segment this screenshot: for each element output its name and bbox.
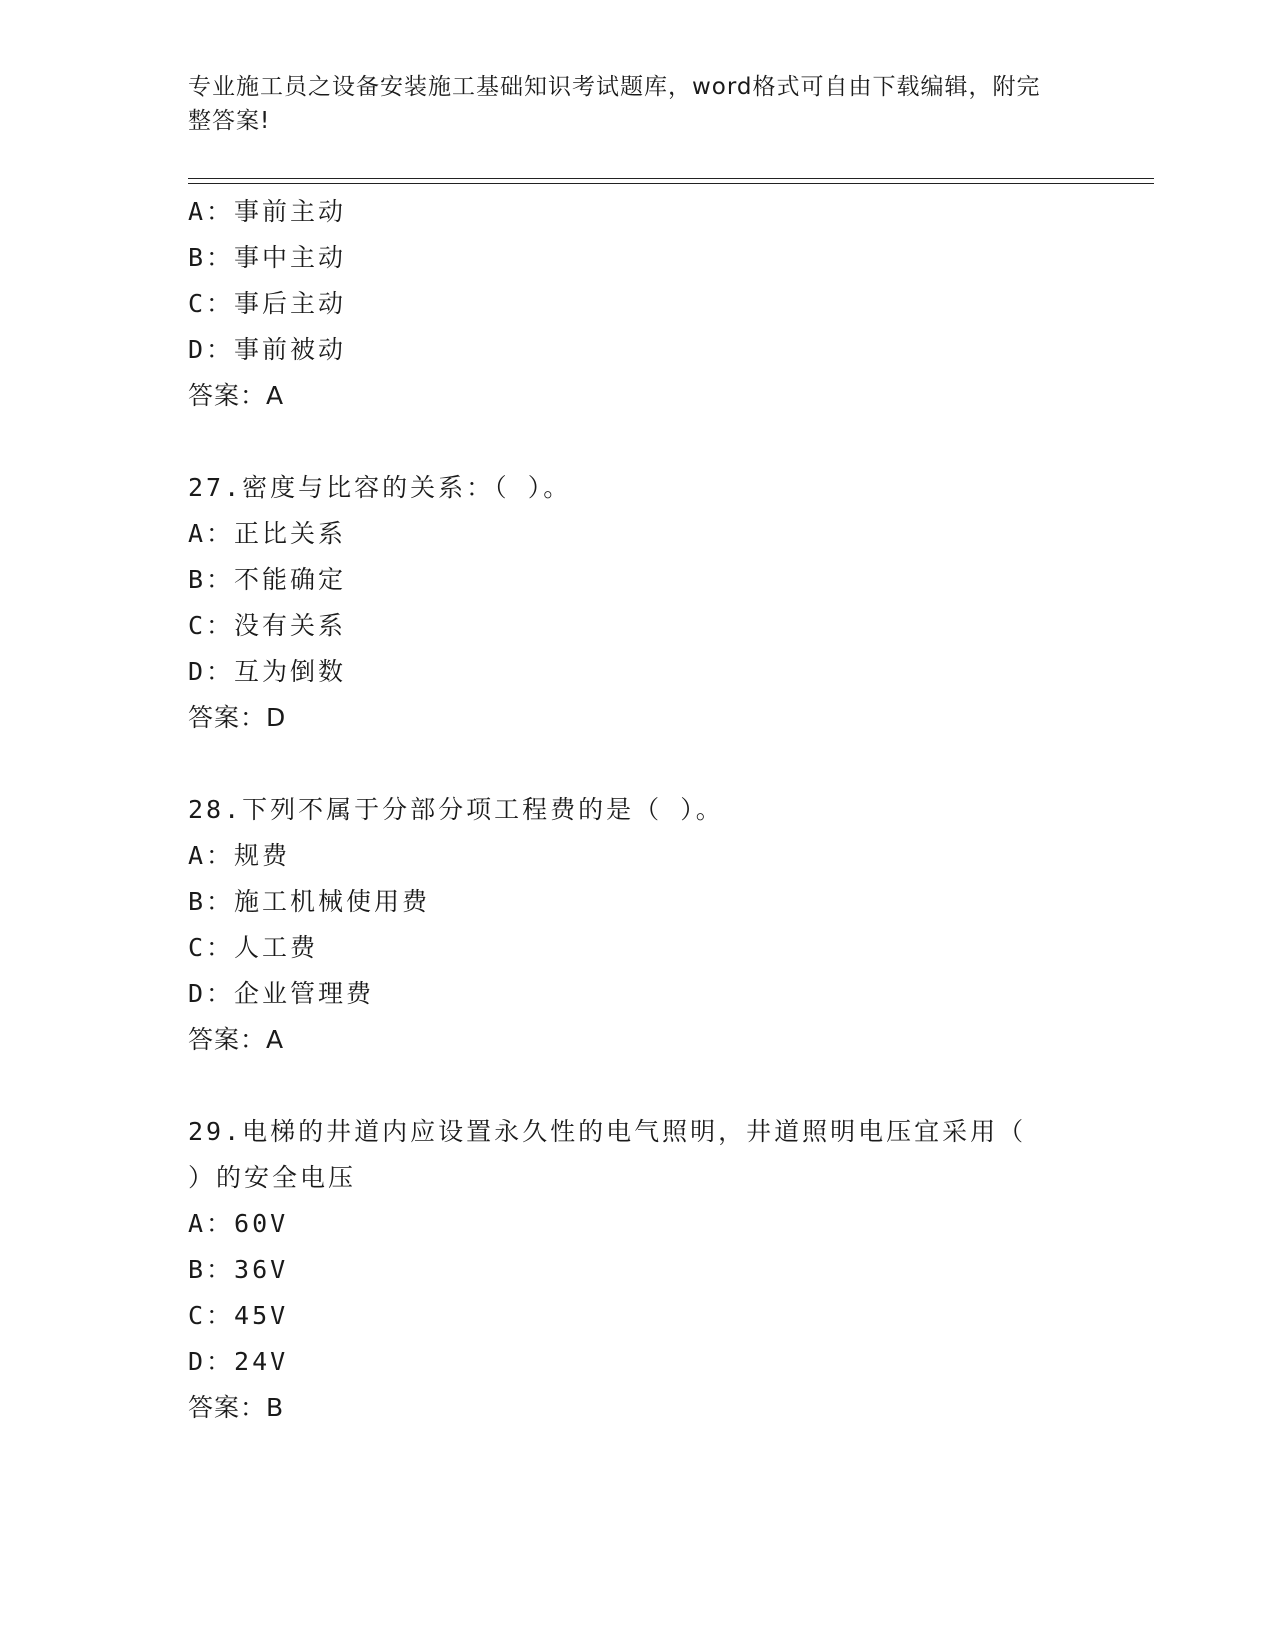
option-c: C：人工费 bbox=[188, 933, 319, 962]
question-28 bbox=[188, 787, 1088, 1063]
option-b: B：事中主动 bbox=[188, 243, 347, 272]
header-line-1: 专业施工员之设备安装施工基础知识考试题库，word格式可自由下载编辑，附完 bbox=[188, 74, 1041, 100]
option-b: B：施工机械使用费 bbox=[188, 887, 431, 916]
spacer bbox=[188, 1063, 1088, 1109]
option-a: A：正比关系 bbox=[188, 519, 347, 548]
answer-line: 答案：A bbox=[188, 1025, 285, 1054]
option-d: D：事前被动 bbox=[188, 335, 347, 364]
question-stem-line-2: ）的安全电压 bbox=[188, 1163, 357, 1192]
answer-line: 答案：D bbox=[188, 703, 287, 732]
question-26-partial bbox=[188, 189, 1088, 419]
option-c: C：45V bbox=[188, 1301, 289, 1330]
spacer bbox=[188, 419, 1088, 465]
option-a: A：60V bbox=[188, 1209, 289, 1238]
option-c: C：事后主动 bbox=[188, 289, 347, 318]
document-header bbox=[188, 70, 1068, 138]
header-divider-top bbox=[188, 178, 1154, 179]
question-stem: 27.密度与比容的关系：（ ）。 bbox=[188, 473, 572, 502]
spacer bbox=[188, 741, 1088, 787]
option-d: D：互为倒数 bbox=[188, 657, 347, 686]
option-b: B：36V bbox=[188, 1255, 289, 1284]
option-a: A：规费 bbox=[188, 841, 291, 870]
question-27 bbox=[188, 465, 1088, 741]
option-d: D：24V bbox=[188, 1347, 289, 1376]
option-a: A：事前主动 bbox=[188, 197, 347, 226]
option-d: D：企业管理费 bbox=[188, 979, 375, 1008]
header-divider-bottom bbox=[188, 183, 1154, 184]
header-line-2: 整答案! bbox=[188, 108, 271, 134]
option-c: C：没有关系 bbox=[188, 611, 347, 640]
answer-line: 答案：B bbox=[188, 1393, 285, 1422]
option-b: B：不能确定 bbox=[188, 565, 347, 594]
question-stem: 28.下列不属于分部分项工程费的是（ ）。 bbox=[188, 795, 724, 824]
question-stem-line-1: 29.电梯的井道内应设置永久性的电气照明，井道照明电压宜采用（ bbox=[188, 1117, 1027, 1146]
question-29 bbox=[188, 1109, 1088, 1431]
answer-line: 答案：A bbox=[188, 381, 285, 410]
question-list bbox=[188, 189, 1088, 1431]
